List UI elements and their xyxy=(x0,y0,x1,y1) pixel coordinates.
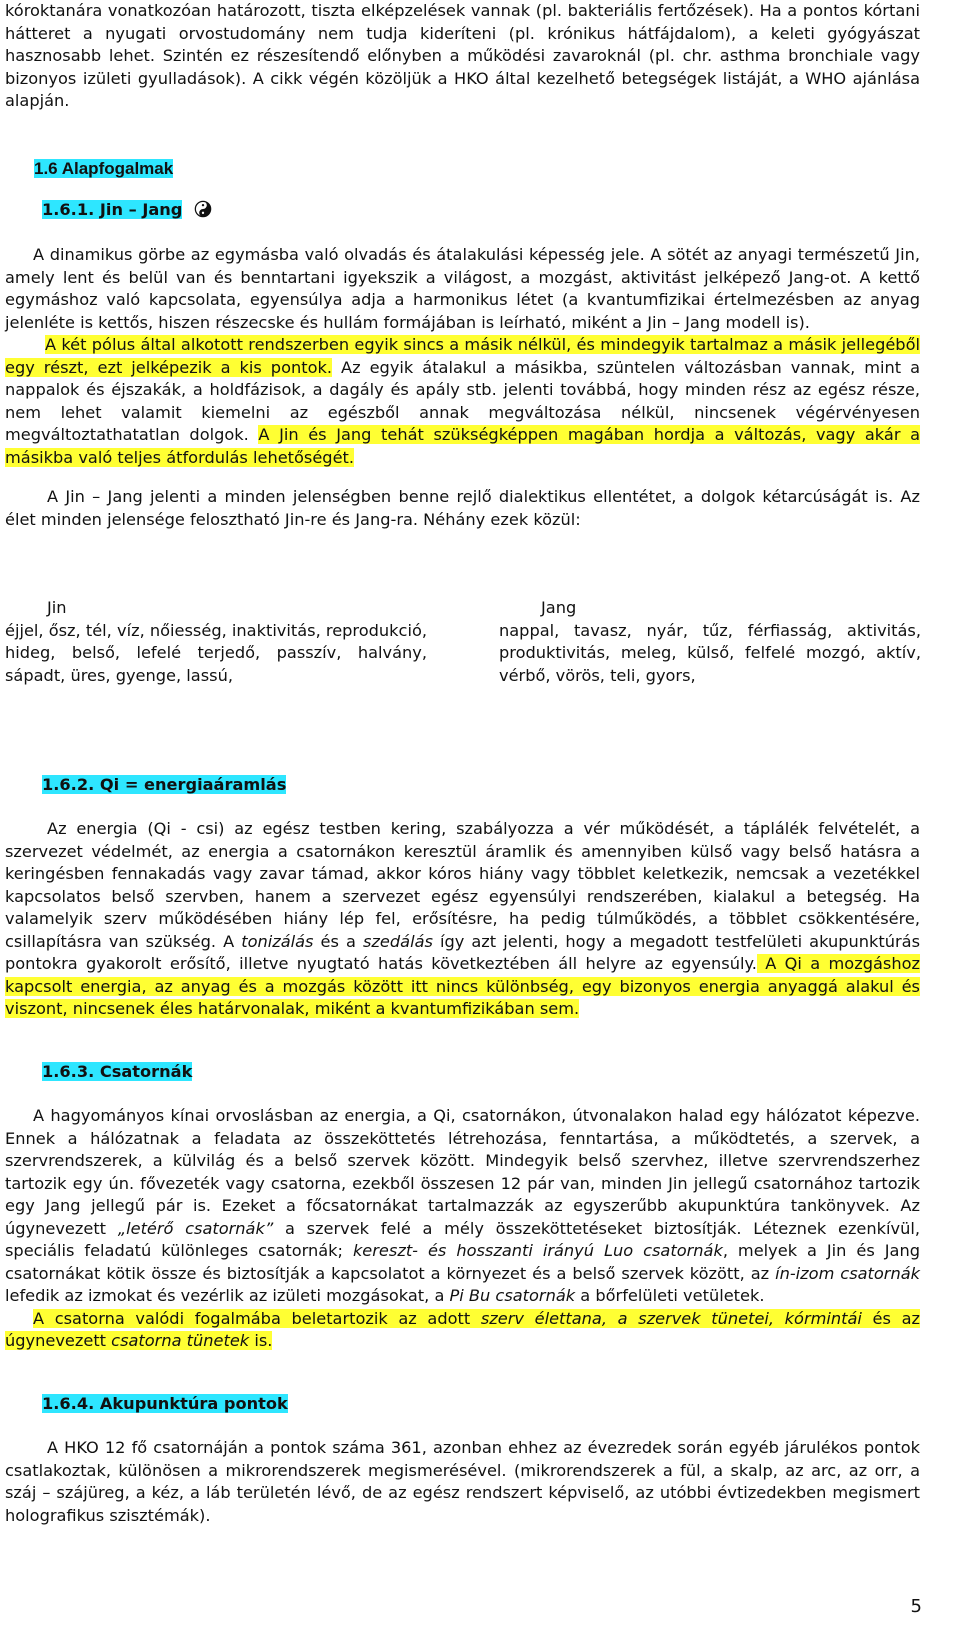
section-heading-1-6-2: 1.6.2. Qi = energiaáramlás xyxy=(42,775,287,794)
highlighted-text: A Jin és Jang tehát szükségképpen magában hordja a változás, vagy akár a másikba való teljes átfordulás lehetőségét. xyxy=(5,425,920,467)
jang-column xyxy=(499,597,921,687)
yin-yang-paragraph: A dinamikus görbe az egymásba való olvadás és átalakulási képesség jele. A sötét az anyagi természetű Jin, amely lent és belül van és benntartani igyekszik a világost, a mozgást, aktivitást jelképező Jang-ot. A kettő egymáshoz való kapcsolata, egyensúlya adja a harmonikus létet (a kvantumfizikai értelmezésben az anyag jelenléte is kettős, hiszen részecske és hullám formájában is leírható, miként a Jin – Jang modell is). A két pólus által alkotott rendszerben egyik sincs a másik nélkül, és mindegyik tartalmaz a másik jellegéből egy részt, ezt jelképezik a kis pontok. Az egyik átalakul a másikba, szüntelen változásban vannak, mint a nappalok és éjszakák, a holdfázisok, a dagály és apály stb. jelenti továbbá, hogy minden rész az egész része, nem lehet valamit kiemelni az egészből annak megváltozása nélkül, nincsenek végérvényesen megváltoztathatatlan dolgok. A Jin és Jang tehát szükségképpen magában hordja a változás, vagy akár a másikba való teljes átfordulás lehetőségét. xyxy=(5,245,921,467)
section-heading-1-6-1: 1.6.1. Jin – Jang xyxy=(42,199,212,222)
highlighted-text: A csatorna valódi fogalmába beletartozik az adott szerv élettana, a szervek tünetei, kórmintái és az úgynevezett csatorna tünetek is. xyxy=(5,1308,920,1350)
qi-paragraph: Az energia (Qi - csi) az egész testben kering, szabályozza a vér működését, a táplálék felvételét, a szervezet védelmét, az energia a csatornákon keresztül áramlik és amennyiben külső vagy belső hatásra a keringésben fennakadás vagy zavar támad, akkor kóros hiány vagy többlet keletkezik, nemcsak a vezetékkel kapcsolatos belső szervben, hanem a szervezet egész egyensúlyi rendszerében, kialakul a betegség. Ha valamelyik szerv működésében hiány lép fel, erősítésre, ha pedig túlműködés, a többlet csökkentésére, csillapításra van szükség. A tonizálás és a szedálás így azt jelenti, hogy a megadott testfelületi akupunktúrás pontokra gyakorolt erősítő, illetve nyugtató hatás következtében áll helyre az egyensúly. A Qi a mozgáshoz kapcsolt energia, az anyag és a mozgás között itt nincs különbség, egy bizonyos energia anyaggá alakul és viszont, nincsenek éles határvonalak, miként a kvantumfizikában sem. xyxy=(5,819,920,1018)
page-number: 5 xyxy=(910,1596,922,1617)
jang-items: nappal, tavasz, nyár, tűz, férfiasság, aktivitás, produktivitás, meleg, külső, felfelé mozgó, aktív, vérbő, vörös, teli, gyors, xyxy=(499,620,921,685)
section-heading-1-6-3: 1.6.3. Csatornák xyxy=(42,1062,193,1081)
highlighted-text: A Qi a mozgáshoz kapcsolt energia, az anyag és a mozgás között itt nincs különbség, egy bizonyos energia anyaggá alakul és viszont, nincsenek éles határvonalak, miként a kvantumfizikában sem. xyxy=(5,954,920,1018)
section-heading-1-6-4: 1.6.4. Akupunktúra pontok xyxy=(42,1394,288,1413)
highlighted-text: A két pólus által alkotott rendszerben egyik sincs a másik nélkül, és mindegyik tartalmaz a másik jellegéből egy részt, ezt jelképezik a kis pontok. xyxy=(5,335,920,377)
jin-column xyxy=(5,597,427,687)
jin-title: Jin xyxy=(47,598,67,617)
yin-yang-paragraph-2: A Jin – Jang jelenti a minden jelenségben benne rejlő dialektikus ellentétet, a dolgok kétarcúságát is. Az élet minden jelensége felosztható Jin-re és Jang-ra. Néhány ezek közül: xyxy=(5,487,920,529)
section-heading-1-6: 1.6 Alapfogalmak xyxy=(34,159,174,178)
csatornak-paragraph: A hagyományos kínai orvoslásban az energia, a Qi, csatornákon, útvonalakon halad egy hálózatot képezve. Ennek a hálózatnak a feladata az összeköttetés létrehozása, fenntartása, a működtetés, a szervek, a szervrendszerek, a külvilág és a belső szervek között. Mindegyik belső szervhez, illetve szervrendszerhez tartozik egy ún. fővezeték vagy csatorna, ezekből összesen 12 pár van, minden Jin jellegű csatornához tartozik egy Jang jellegű pár is. Ezeket a főcsatornákat tartalmazzák az egyszerűbb akupunktúra tankönyvek. Az úgynevezett „letérő csatornák” a szervek felé a mély összeköttetéseket biztosítják. Léteznek ezenkívül, speciális feladatú különleges csatornák; kereszt- és hosszanti irányú Luo csatornák, melyek a Jin és Jang csatornákat kötik össze és biztosítják a kapcsolatot a környezet és a belső szervek között, az ín-izom csatornák lefedik az izmokat és vezérlik az izületi mozgásokat, a Pi Bu csatornák a bőrfelületi vetületek. A csatorna valódi fogalmába beletartozik az adott szerv élettana, a szervek tünetei, kórmintái és az úgynevezett csatorna tünetek is. xyxy=(5,1106,921,1350)
akupunktura-paragraph: A HKO 12 fő csatornáján a pontok száma 361, azonban ehhez az évezredek során egyéb járulékos pontok csatlakoztak, különösen a mikrorendszerek megismerésével. (mikrorendszerek a fül, a skalp, az arc, az orr, a száj – szájüreg, a kéz, a láb területén lévő, de az egész rendszert képviselő, az utóbbi évtizedekben megismert holografikus szisztémák). xyxy=(5,1438,920,1525)
jin-items: éjjel, ősz, tél, víz, nőiesség, inaktivitás, reprodukció, hideg, belső, lefelé terjedő, passzív, halvány, sápadt, üres, gyenge, lassú, xyxy=(5,620,427,685)
jang-title: Jang xyxy=(541,598,577,617)
intro-paragraph: kóroktanára vonatkozóan határozott, tiszta elképzelések vannak (pl. bakteriális fertőzések). Ha a pontos kórtani hátteret a nyugati orvostudomány nem tudja kideríteni (pl. krónikus hátfájdalom), a keleti gyógyászat hasznosabb lehet. Szintén ez részesítendő előnyben a működési zavaroknál (pl. chr. asthma bronchiale vagy bizonyos izületi gyulladások). A cikk végén közöljük a HKO által kezelhető betegségek listáját, a WHO ajánlása alapján. xyxy=(5,1,920,110)
yin-yang-icon xyxy=(194,200,212,218)
